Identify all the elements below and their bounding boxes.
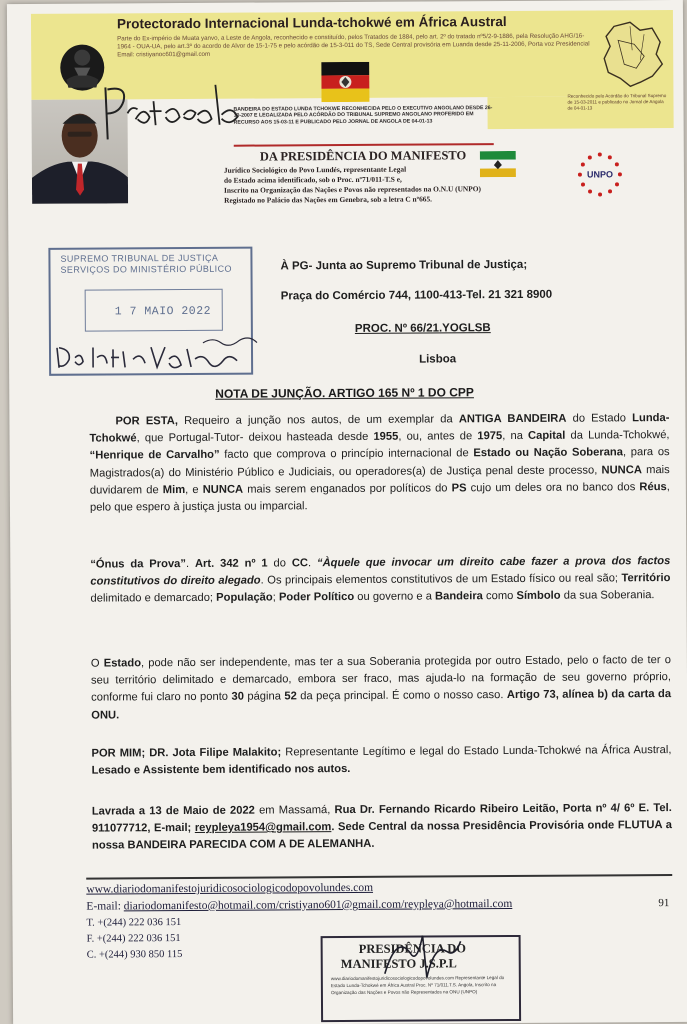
seal-signature [377,923,467,984]
body-paragraph-2: “Ónus da Prova”. Art. 342 nº 1 do CC. “Àquele que invocar um direito cabe fazer a prova dos factos constitutivos do direito alegado. Os principais elementos constitutivos de um Estado físico ou real são; Território delimitado e demarcado; População; Poder Político ou governo e a Bandeira como Símbolo da sua Soberania. [90,555,671,605]
body-paragraph-4: POR MIM; DR. Jota Filipe Malakito; Representante Legítimo e legal do Estado Lunda-Tchokwé na África Austral, Lesado e Assistente bem identificado nos autos. [91,744,672,777]
footer-cell: C. +(244) 930 850 115 [86,949,183,961]
body-paragraph-3: O Estado, pode não ser independente, mas ter a sua Soberania protegida por outro Estado, pelo o facto de ter o seu território delimitado e demarcado, embora ser fraco, mas ajuda-lo na formação de seu governo próprio, conforme fui claro no ponto 30 página 52 da peça principal. É como o nosso caso. Artigo 73, alínea b) da carta da ONU. [90,654,672,722]
flag-recognition-note: BANDEIRA DO ESTADO LUNDA TCHOKWE RECONHECIDA PELO O EXECUTIVO ANGOLANO DESDE 26-10-2007 E LEGALIZADA PELO ACÓRDÃO DO TRIBUNAL SUPREMO ANGOLANO PROFERIDO EM RECURSO AOS 15-03-11 E PUBLICADO PELO JORNAL DE ANGOLA DE 04-01-13 [233,105,493,126]
seal-line: MANIFESTO J.S.P.L [340,956,457,972]
presidency-line: Registado no Palácio das Nações em Genebra, sob a letra C nº665. [224,194,433,205]
process-number: PROC. Nº 66/21.YOGLSB [354,322,491,335]
footer-email [86,898,512,913]
unpo-label: UNPO [586,169,613,180]
small-flag-icon [480,151,516,177]
handwritten-receipt-note [53,337,263,378]
footer-divider [86,874,672,879]
addressee-address: Praça do Comércio 744, 1100-413-Tel. 21 321 8900 [280,288,553,303]
stamp-line: SERVIÇOS DO MINISTÉRIO PÚBLICO [60,263,232,275]
addressee-city: Lisboa [419,353,457,366]
document-page [7,0,687,1024]
stamp-date: 1 7 MAIO 2022 [114,304,212,319]
footer-email-label: E-mail: [86,900,124,913]
divider [234,143,494,147]
presidency-line: do Estado acima identificado, sob o Proc. nº71/011-T.S e, [223,174,402,185]
body-paragraph-1: POR ESTA, Requeiro a junção nos autos, de um exemplar da ANTIGA BANDEIRA do Estado Lunda-Tchokwé, que Portugal-Tutor- deixou hasteada desde 1955, ou, antes de 1975, na Capital da Lunda-Tchokwé, “Henrique de Carvalho” facto que comprova o princípio internacional de Estado ou Nação Soberana, para os Magistrados(a) do Ministério Público e Judiciais, ou operadores(a) de Justiça penal deste processo, NUNCA mais duvidarem de Mim, e NUNCA mais serem enganados por políticos do PS cujo um deles ora no banco dos Réus, pelo que espero à justiça justa ou imparcial. [89,412,670,514]
body-paragraph-5: Lavrada a 13 de Maio de 2022 em Massamá, Rua Dr. Fernando Ricardo Ribeiro Leitão, Porta nº 4/ 6º E. Tel. 911077712, E-mail; reypleya1954@gmail.com. Sede Central da nossa Presidência Provisória onde FLUTUA a nossa BANDEIRA PARECIDA COM A DE ALEMANHA. [91,802,672,852]
footer-phone: T. +(244) 222 036 151 [86,917,182,929]
letterhead-right-note: Reconhecido pelo Acórdão do Tribunal Supremo de 15-03-2011 e publicado no Jornal de Angola de 04-01-13 [567,93,667,111]
letterhead-subtitle: Parte do Ex-império de Muata yanvo, a Leste de Angola, reconhecido e constituído, pelos Tratados de 1884, pelo art. 2º do tratado nº5/2-9-1886, pela Resolução AHG/16-1964 - OUA-UA, pelo art.3º do acordo de Alvor de 15-1-75 e pelo acórdão de 15-3-011 do TS, Sede Central provisória em Luanda desde 25-11-2006, Porta voz Presidencial Email: cristiyanoc601@gmail.com [117,32,590,59]
handwritten-protocolo [99,79,249,150]
addressee-line: À PG- Junta ao Supremo Tribunal de Justiça; [280,258,528,273]
footer-email-links[interactable]: diariodomanifesto@hotmail.com/cristiyano601@gmail.com/reypleya@hotmail.com [123,898,513,913]
german-style-flag [321,62,369,102]
presidency-line: Jurídico Sociológico do Povo Lundés, representante Legal [223,164,407,175]
page-number: 91 [658,897,670,910]
footer-website-link[interactable]: www.diariodomanifestojuridicosociologicodopovolundes.com [86,881,374,896]
territory-map-icon [600,20,664,88]
seal-line: PRESIDÊNCIA DO [358,941,467,956]
unpo-logo-icon [576,150,624,198]
stamp-line: SUPREMO TRIBUNAL DE JUSTIÇA [60,252,219,264]
seal-small-text: www.diariodomanifestojuridicosociologicodopovolundes.com Representante Legal do Estado Lunda-Tchokwé em África Austral Proc. Nº 71/011.T.S. Angola, Inscrito na Organização das Nações e Povos não Representados na ONU (UNPO) [330,975,505,996]
presidency-line: Inscrito na Organização das Nações e Povos não representados na O.N.U (UNPO) [223,184,482,195]
presidency-title: DA PRESIDÊNCIA DO MANIFESTO [259,148,467,164]
letterhead-title: Protectorado Internacional Lunda-tchokwé em África Austral [116,14,507,32]
document-heading: NOTA DE JUNÇÃO. ARTIGO 165 Nº 1 DO CPP [215,385,474,401]
footer-fax: F. +(244) 222 036 151 [86,933,181,945]
